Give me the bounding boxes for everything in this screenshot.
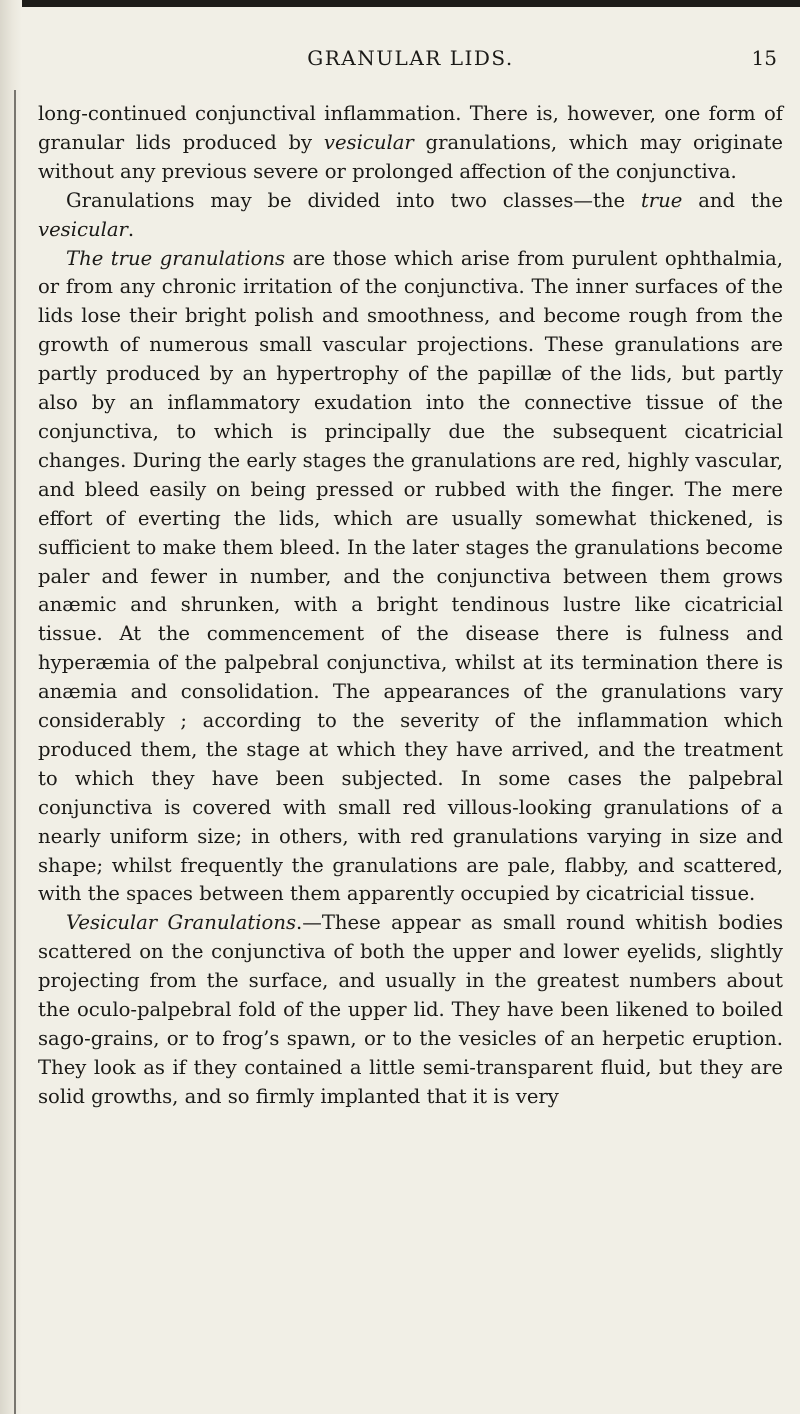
paragraph: [38, 100, 783, 187]
paragraph: [38, 245, 783, 910]
running-title: GRANULAR LIDS.: [307, 46, 514, 70]
page-number: 15: [751, 46, 777, 70]
running-head: [38, 0, 783, 68]
body-text: [38, 100, 783, 1112]
italic-text-run: Vesicular Granulations: [66, 911, 297, 935]
text-run: Granulations may be divided into two classes—the: [66, 188, 641, 212]
text-run: long-continued conjunctival inflammation. There is, however, one form of granular lids produced by: [38, 102, 783, 154]
text-run: .: [127, 217, 135, 241]
paragraph: [38, 187, 783, 245]
text-run: .—These appear as small round whitish bodies scattered on the conjunctiva of both the upper and lower eyelids, slightly projecting from the surface, and usually in the greatest numbers about the oculo-palpebral fold of the upper lid. They have been likened to boiled sago-grains, or to frog’s spawn, or to the vesicles of an herpetic eruption. They look as if they contained a little semi-transparent fluid, but they are solid growths, and so firmly implanted that it is very: [38, 911, 783, 1108]
book-page: [38, 0, 783, 1112]
italic-text-run: vesicular: [323, 130, 414, 154]
italic-text-run: true: [640, 188, 683, 212]
paragraph: [38, 909, 783, 1111]
italic-text-run: vesicular: [38, 217, 128, 241]
text-run: and the: [682, 188, 783, 212]
gutter-edge-line: [14, 90, 16, 1414]
binding-gutter: [0, 0, 22, 1414]
text-run: are those which arise from purulent ophthalmia, or from any chronic irritation of the conjunctiva. The inner surfaces of the lids lose their bright polish and smoothness, and become rough from the growth of numerous small vascular projections. These granulations are partly produced by an hypertrophy of the papillæ of the lids, but partly also by an inflammatory exudation into the connective tissue of the conjunctiva, to which is principally due the subsequent cicatricial changes. During the early stages the granulations are red, highly vascular, and bleed easily on being pressed or rubbed with the finger. The mere effort of everting the lids, which are usually somewhat thickened, is sufficient to make them bleed. In the later stages the granulations become paler and fewer in number, and the conjunctiva between them grows anæmic and shrunken, with a bright tendinous lustre like cicatricial tissue. At the commencement of the disease there is fulness and hyperæmia of the palpebral conjunctiva, whilst at its termination there is anæmia and consolidation. The appearances of the granulations vary considerably ; according to the severity of the inflammation which produced them, the stage at which they have arrived, and the treatment to which they have been subjected. In some cases the palpebral conjunctiva is covered with small red villous-looking granulations of a nearly uniform size; in others, with red granulations varying in size and shape; whilst frequently the granulations are pale, flabby, and scattered, with the spaces between them apparently occupied by cicatricial tissue.: [38, 246, 783, 906]
text-run: granulations, which may originate without any previous severe or prolonged affection of the conjunctiva.: [38, 130, 783, 183]
italic-text-run: The true granulations: [66, 246, 286, 270]
